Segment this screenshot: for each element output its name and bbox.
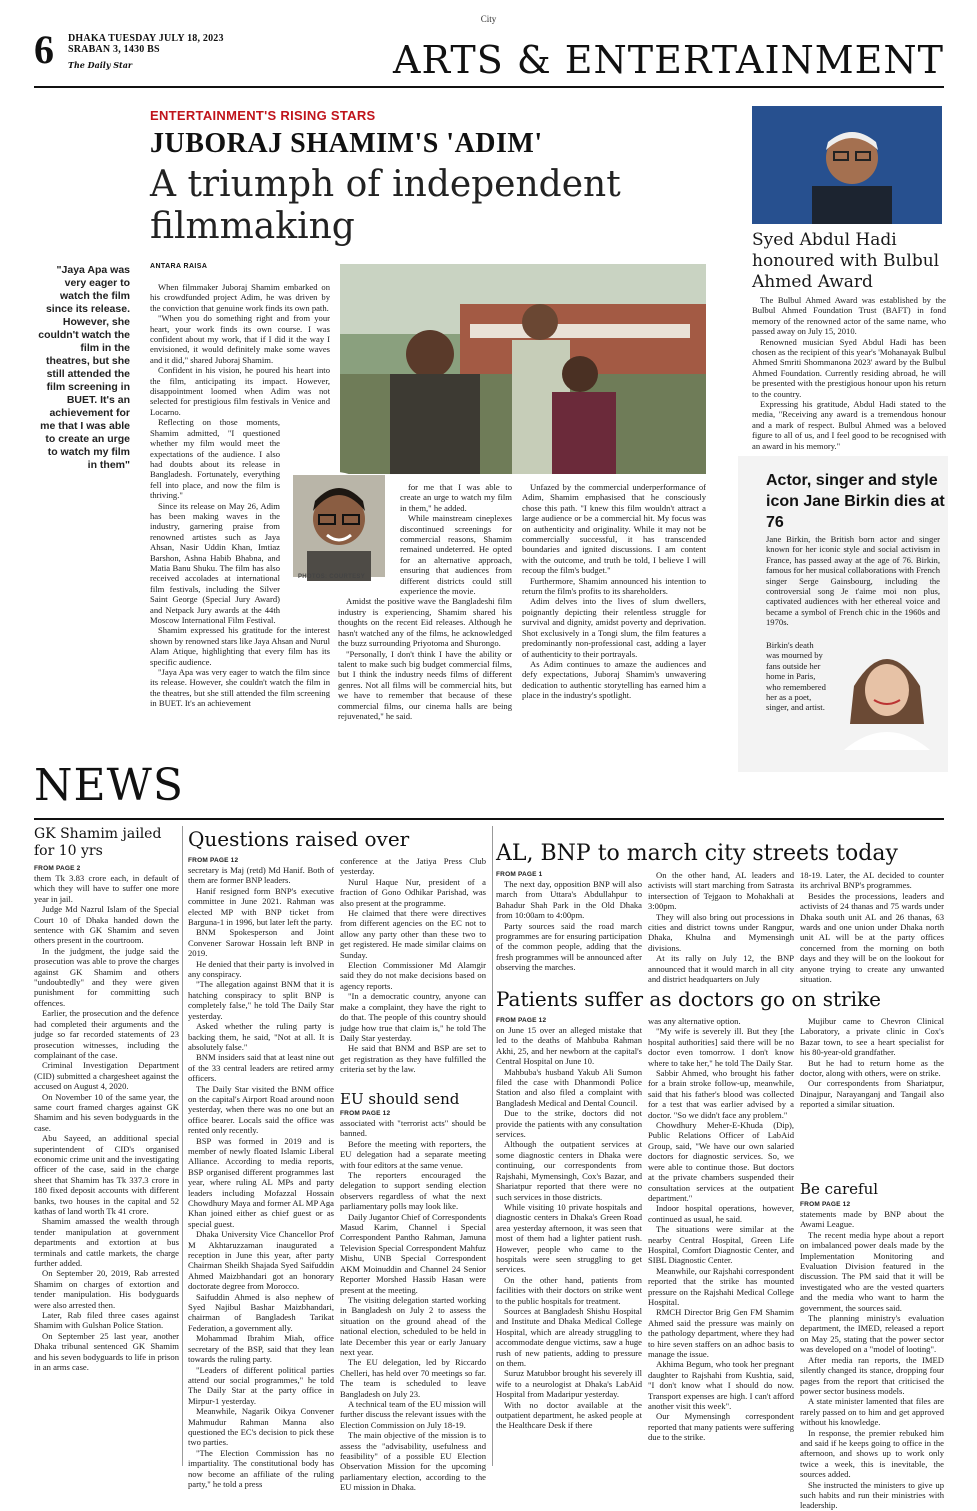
paragraph: He said that BNM and BSP are set to get registration as they have fulfilled the criteria set by the law.: [340, 1043, 486, 1075]
paragraph: Suruz Matubbor brought his severely ill wife to a neurologist at Dhaka's LabAid Hospital from Madaripur yesterday.: [496, 1368, 642, 1400]
al-bnp-column-3: [800, 870, 944, 984]
paragraph: On the other hand, patients from facilities with their doctors on strike went to the public hospitals for treatment.: [496, 1274, 642, 1306]
paragraph: BNM Spokesperson and Joint Convener Sarowar Hossain left BNP in 2019.: [188, 927, 334, 959]
paragraph: The next day, opposition BNP will also march from Uttara's Abdullahpur to Bahadur Shah Park in the Old Dhaka from 10:00am to 4:00pm.: [496, 879, 642, 921]
paragraph: conference at the Jatiya Press Club yesterday.: [340, 856, 486, 877]
news-rule: [34, 818, 944, 820]
paragraph: BSP was formed in 2019 and is member of newly floated Islamic Liberal Alliance. According to media reports, BSP organised different programmes last year, where ruling AL MPs and party leaders including Mofazzal Hossain Chowdhury Maya and former AL MP Aga Khan joined either as chief guest or as special guest.: [188, 1135, 334, 1229]
feature-column-2: [338, 482, 512, 721]
column-rule: [182, 826, 183, 1466]
paragraph: Criminal Investigation Department (CID) submitted a chargesheet against the accused on August 4, 2020.: [34, 1060, 179, 1092]
paragraph: Shamim expressed his gratitude for the interest shown by renowned stars like Jaya Ahsan and Nurul Alam Atique, highlighting that every film has its specific audience.: [150, 625, 330, 667]
eu-headline: EU should send: [340, 1090, 460, 1108]
paragraph: Before the meeting with reporters, the EU delegation had a separate meeting with four editors at the same venue.: [340, 1138, 486, 1170]
shamim-article: [34, 864, 179, 1373]
paragraph: The reporters encouraged the delegation to support sending election observers regardless of what the next parliamentary polls may look like.: [340, 1170, 486, 1212]
jump-label: FROM PAGE 12: [340, 1110, 391, 1117]
paragraph: Party sources said the road march programmes are for ensuring participation of the common people, adding that the fresh programmes will be announced after observing the marches.: [496, 920, 642, 973]
jump-label: FROM PAGE 2: [34, 865, 81, 872]
paragraph: Although the outpatient services at some diagnostic centers in Dhaka were continuing, our correspondents from Rajshahi, Mymensingh, Cox's Bazar, and Shariatpur reported that there were no such services in those districts.: [496, 1139, 642, 1202]
paragraph: Our Mymensingh correspondent reported that many patients were suffering due to the strike.: [648, 1411, 794, 1443]
feature-title: JUBORAJ SHAMIM'S 'ADIM': [150, 128, 543, 159]
paragraph: Chowdhury Meher-E-Khuda (Dip), Public Relations Officer of LabAid Group, said, "We have our own salaried doctors for diagnostic services. So, we were able to continue those. But doctors at the private chambers suspended their consultation services at the outpatient department.": [648, 1120, 794, 1203]
paragraph: Besides the processions, leaders and activists of 24 thanas and 75 wards under Dhaka south unit AL and 26 thanas, 63 wards and one union under Dhaka north unit AL will be at the party offices concerned from the morning on both days and they will be on the lookout for anyone trying to create any unwanted situation.: [800, 890, 944, 985]
jump-label: FROM PAGE 1: [496, 871, 543, 878]
birkin-article: Jane Birkin, the British born actor and singer known for her iconic style and social activism in France, has passed away at the age of 76. Birkin, famous for her musical collaborations with French singer Serge Gainsbourg, including the controversial song Je t'aime moi non plus, captivated audiences with her ethereal voice and became a symbol of French chic in the 1960s and 1970s.: [766, 534, 940, 628]
paragraph: Expressing his gratitude, Abdul Hadi stated to the media, "Receiving any award is a tremendous honour and a mark of respect. Bulbul Ahmed was a beloved figure to all of us, and I feel good to be recognised with an award in his memory.": [752, 399, 946, 451]
paragraph: The visiting delegation started working in Bangladesh on July 2 to assess the situation on the ground ahead of the national election, scheduled to be held in late December this year or early January next year.: [340, 1294, 486, 1357]
paragraph: While mainstream cineplexes discontinued screenings for commercial reasons, Shamim remained undeterred. He opted for an alternative approach, ensuring that audiences from different districts could still experience the movie.: [400, 513, 512, 597]
paragraph: 18-19. Later, the AL decided to counter its archrival BNP's programmes.: [800, 870, 944, 891]
paragraph: Abu Sayeed, an additional special superintendent of CID's organised economic crime unit and the investigating officer of the case, said in the charge sheet that Shamim has Tk 337.3 crore in 180 fixed deposit accounts with different banks, two houses in the capital and 52 kathas of land worth Tk 41 crore.: [34, 1133, 179, 1216]
questions-headline: Questions raised over: [188, 827, 410, 851]
al-bnp-column-2: [648, 870, 794, 984]
paragraph: RMCH Director Brig Gen FM Shamim Ahmed said the pressure was mainly on the pathology department, where they had to hire seven staffers on an adhoc basis to manage the issue.: [648, 1307, 794, 1359]
patients-column-2: [648, 1016, 794, 1443]
syed-abdul-hadi-photo: [752, 106, 942, 224]
paragraph: The situations were similar at the nearby Central Hospital, Green Life Hospital, Comfort Diagnostic Center, and SIBL Diagnostic Center.: [648, 1224, 794, 1266]
paragraph: The Bulbul Ahmed Award was established by the Bulbul Ahmed Foundation Trust (BAFT) in fond memory of the renowned actor of the same name, who passed away on July 15, 2010.: [752, 295, 946, 337]
paragraph: Akhima Begum, who took her pregnant daughter to Rajshahi from Kushtia, said, "I don't know what I should do now. Transport expenses are high. I can't afford another visit this week".: [648, 1359, 794, 1412]
patients-column-3: [800, 1016, 944, 1110]
be-careful-article: [800, 1200, 944, 1511]
paragraph: Unfazed by the commercial underperformance of Adim, Shamim emphasised that he consciously chose this path. "I knew this film wouldn't attract a large audience or be a commercial hit. My focus was on authenticity and originality. While it may not be commercially successful, it has transcended boundaries and ignited discussions. I am content with the outcome, and truth be told, I believe I will recoup the film's budget.": [522, 482, 706, 576]
paragraph: Later, Rab filed three cases against Shamim with Gulshan Police Station.: [34, 1310, 179, 1331]
paragraph: The Daily Star visited the BNM office on the capital's Airport Road around noon yesterday, when there was no one but an office bearer. Locals said the office was rented only recently.: [188, 1083, 334, 1136]
date-line-2: SRABAN 3, 1430 BS: [68, 44, 160, 55]
section-tag: City: [480, 14, 497, 24]
paragraph: Confident in his vision, he poured his heart into the film, anticipating its impact. However, disappointment loomed when Adim was not selected for prestigious film festivals in Venice and Locarno.: [150, 365, 330, 417]
paragraph: "My wife is severely ill. But they [the hospital authorities] said there will be no doctor even tomorrow. I don't know where to take her," he told The Daily Star.: [648, 1026, 794, 1068]
paragraph: In the judgment, the judge said the prosecution was able to prove the charges against GK Shamim and others "undoubtedly" and they were given punishment for committing such offences.: [34, 945, 179, 1008]
paragraph: Sabbir Ahmed, who brought his father for a brain stroke follow-up, meanwhile, said that his father's blood was collected for a test that was earlier advised by a doctor. "So we didn't face any problem.": [648, 1068, 794, 1120]
paragraph: "Jaya Apa was very eager to watch the film since its release. However, she couldn't watch the film in the theatres, but she still attended the film screening in BUET. It's an achievement: [150, 667, 330, 709]
paragraph: "Leaders of different political parties attend our social programmes," he told The Daily Star at the party office in Mirpur-1 yesterday.: [188, 1364, 334, 1406]
paragraph: In response, the premier rebuked him and said if he keeps going to office in the afternoon, and shows up to work only twice a week, this is inevitable, the sources added.: [800, 1427, 944, 1480]
paragraph: "In a democratic country, anyone can make a complaint, they have the right to do that. The people of this country should judge how true that claim is," he told The Daily Star yesterday.: [340, 991, 486, 1043]
questions-column-1: [188, 856, 334, 1489]
paragraph: On September 20, 2019, Rab arrested Shamim on charges of extortion and tender manipulation. His bodyguards were also arrested then.: [34, 1268, 179, 1310]
paragraph: "When you do something right and from your heart, your work finds its own course. I was confident about my work, that if I did it the way I envisioned, it would definitely make some waves and it did," shared Juboraj Shamim.: [150, 313, 330, 365]
paragraph: "Personally, I don't think I have the ability or talent to make such big budget commercial films, but I think the industry needs films of different genres. Not all films will be commercial hits, but we have to remember that because of these commercial films, our cinema halls are being rejuvenated," he said.: [338, 648, 512, 721]
paragraph: Mahbuba's husband Yakub Ali Sumon filed the case with Dhanmondi Police Station and also filed a complaint with Bangladesh Medical and Dental Council.: [496, 1066, 642, 1108]
paragraph: Mohammad Ibrahim Miah, office secretary of the BSP, said that they lean towards the ruling party.: [188, 1333, 334, 1365]
paragraph: Daily Jugantor Chief of Correspondents Masud Karim, Channel i Special Correspondent Pantho Rahman, Jamuna Television Special Correspondent Mahfuz Mishu, UNB Special Correspondent AKM Moinuddin and Channel 24 Senior Reporter Morshed Hassib Hasan were present at the meeting.: [340, 1211, 486, 1295]
header-rule: [34, 86, 944, 88]
birkin-image: [834, 632, 940, 750]
shamim-headline: GK Shamim jailed for 10 yrs: [34, 826, 162, 859]
byline: ANTARA RAISA: [150, 263, 208, 270]
paragraph: Nurul Haque Nur, president of a fraction of Gono Odhikar Parishad, was also present at the programme.: [340, 876, 486, 908]
al-bnp-headline: AL, BNP to march city streets today: [496, 841, 898, 866]
jane-birkin-photo: [834, 632, 940, 750]
pull-quote: "Jaya Apa was very eager to watch the film since its release. However, she couldn't watch the film in the theatres, but she still attended the film screening in BUET. It's an achievement for me that I was able to create an urge to watch my film in them": [38, 264, 130, 471]
paragraph: Reflecting on those moments, Shamim admitted, "I questioned whether my film would meet the expectations of the audience. I also had doubts about its release in Bangladesh. Fortunately, everything fell into place, and now the film is thriving.": [150, 417, 280, 501]
paragraph: They will also bring out processions in cities and district towns under Rangpur, Dhaka, Khulna and Mymensingh divisions.: [648, 911, 794, 953]
paragraph: The planning ministry's evaluation department, the IMED, released a report on May 25, stating that the power sector was developed on a "model of looting".: [800, 1313, 944, 1355]
paragraph: Dhaka University Vice Chancellor Prof M Akhtaruzzaman inaugurated a reception in June this year, after party Chairman Sheikh Shajada Syed Saifuddin Ahmed Maizbhandari got an honorary doctorate degree from Morocco.: [188, 1229, 334, 1292]
film-still-image: [340, 264, 706, 474]
column-rule: [492, 826, 493, 1466]
paragraph: After media ran reports, the IMED silently changed its stance, dropping four pages from the report that criticised the power sector business models.: [800, 1354, 944, 1396]
adim-still-photo: [340, 264, 706, 474]
paragraph: Amidst the positive wave the Bangladeshi film industry is experiencing, Shamim shared his thoughts on the recent Eid releases. Although he hasn't watched any of the films, he acknowledged the buzz surrounding Priyotoma and Shurongo.: [338, 596, 512, 649]
paragraph: He claimed that there were directives from different agencies on the EC not to allow any party other than these two to get registered. He made similar claims on Sunday.: [340, 908, 486, 960]
paragraph: secretary is Maj (retd) Md Hanif. Both of them are former BNP leaders.: [188, 865, 334, 886]
dateline: [68, 33, 224, 55]
date-line-1: DHAKA TUESDAY JULY 18, 2023: [68, 33, 224, 44]
paragraph: Meanwhile, our Rajshahi correspondent reported that the strike has mounted pressure on the Rajshahi Medical College Hospital.: [648, 1265, 794, 1307]
paragraph: on June 15 over an alleged mistake that led to the deaths of Mahbuba Rahman Akhi, 25, and her newborn at the capital's Central Hospital on June 10.: [496, 1025, 642, 1067]
hadi-image: [752, 106, 942, 224]
be-careful-headline: Be careful: [800, 1180, 879, 1198]
paragraph: The EU delegation, led by Riccardo Chelleri, has held over 70 meetings so far. The team is scheduled to leave Bangladesh on July 23.: [340, 1357, 486, 1399]
paragraph: Due to the strike, doctors did not provide the patients with any consultation services.: [496, 1108, 642, 1140]
paragraph: He denied that their party is involved in any conspiracy.: [188, 958, 334, 980]
paragraph: Furthermore, Shamim announced his intention to return the film's profits to its shareholders.: [522, 575, 706, 597]
questions-column-2: [340, 856, 486, 1075]
jump-label: FROM PAGE 12: [800, 1201, 851, 1208]
paragraph: The main objective of the mission is to assess the "advisability, usefulness and feasibility" of a possible EU Election Observation Mission for the upcoming parliamentary election, according to the EU mission in Dhaka.: [340, 1430, 486, 1493]
paragraph: Sources at Bangladesh Shishu Hospital and Institute and Dhaka Medical College Hospital, which are already struggling to accommodate dengue victims, saw a huge rush of new patients, adding to pressure on them.: [496, 1305, 642, 1368]
paragraph: On September 25 last year, another Dhaka tribunal sentenced GK Shamim and his seven bodyguards to life in prison in an arms case.: [34, 1330, 179, 1373]
paragraph: Asked whether the ruling party is backing them, he said, "Not at all. It is absolutely false.": [188, 1021, 334, 1052]
page-number: 6: [34, 27, 54, 72]
paragraph: As Adim continues to amaze the audiences and defy expectations, Juboraj Shamim's unwavering dedication to authentic storytelling has earned him a place in the industry's spotlight.: [522, 658, 706, 701]
paragraph: Election Commissioner Md Alamgir said they do not make decisions based on agency reports.: [340, 960, 486, 991]
paragraph: Mujibur came to Chevron Clinical Laboratory, a private clinic in Cox's Bazar town, to see a heart specialist for his 80-year-old grandfather.: [800, 1016, 944, 1058]
paragraph: While visiting 10 private hospitals and diagnostic centers in Dhaka's Green Road area yesterday afternoon, it was seen that most of them had a lighter patient rush. However, people who came to the hospitals were seen struggling to get services.: [496, 1201, 642, 1275]
news-section-title: NEWS: [34, 760, 184, 811]
paragraph: On the other hand, AL leaders and activists will start marching from Satrasta intersection of Tejgaon to Mohakhali at 3:00pm.: [648, 870, 794, 912]
paragraph: But he had to return home as the doctor, along with others, were on strike.: [800, 1057, 944, 1079]
jump-label: FROM PAGE 12: [188, 857, 239, 864]
feature-subtitle: A triumph of independent filmmaking: [150, 164, 621, 247]
paragraph: was any alternative option.: [648, 1016, 741, 1026]
paragraph: With no doctor available at the outpatient department, he asked people at the Healthcare Desk if there: [496, 1399, 642, 1431]
paragraph: Adim delves into the lives of slum dwellers, poignantly depicting their relentless struggle for survival and dignity, amidst poverty and deprivation. Shot exclusively in a Tongi slum, the film features a predominantly non-professional cast, adding a layer of authenticity to their portrayals.: [522, 596, 706, 659]
paragraph: The recent media hype about a report on imbalanced power deals made by the Implementation Monitoring and Evaluation Division featured in the discussion. The PM said that it will be investigated who are the vested quarters and the media who want to harm the government, the sources said.: [800, 1229, 944, 1313]
paragraph: She instructed the ministers to give up such habits and run their ministries with leadership.: [800, 1479, 944, 1511]
paragraph: When filmmaker Juboraj Shamim embarked on his crowdfunded project Adim, he was driven by the conviction that genuine work finds its own path.: [150, 282, 330, 313]
paragraph: associated with "terrorist acts" should be banned.: [340, 1118, 486, 1139]
paragraph: "The allegation against BNM that it is hatching conspiracy to split BNP is completely false," he told The Daily Star yesterday.: [188, 979, 334, 1021]
feature-column-3: [522, 482, 706, 701]
section-title: ARTS & ENTERTAINMENT: [393, 38, 944, 82]
paragraph: Shamim amassed the wealth through tender manipulation at government departments and extortion at bus terminals and cattle markets, the charge further added.: [34, 1216, 179, 1269]
paragraph: At its rally on July 12, the BNP announced that it would march in all city and district headquarters on July: [648, 953, 794, 985]
eu-article: [340, 1109, 486, 1493]
paragraph: Judge Md Nazrul Islam of the Special Court 10 of Dhaka handed down the sentence with GK Shamim and seven others present in the courtroom.: [34, 904, 179, 946]
birkin-headline: Actor, singer and style icon Jane Birkin dies at 76: [766, 472, 945, 531]
patients-headline: Patients suffer as doctors go on strike: [496, 987, 881, 1011]
al-bnp-column-1: [496, 870, 642, 973]
feature-kicker: ENTERTAINMENT'S RISING STARS: [150, 108, 376, 123]
hadi-article: [752, 295, 946, 451]
paragraph: statements made by BNP about the Awami League.: [800, 1209, 944, 1230]
paragraph: Saifuddin Ahmed is also nephew of Syed Najibul Bashar Maizbhandari, chairman of Bangladesh Tarikat Federation, a government ally.: [188, 1291, 334, 1333]
paragraph: for me that I was able to create an urge to watch my film in them," he added.: [400, 482, 512, 513]
paragraph: Renowned musician Syed Abdul Hadi has been chosen as the recipient of this year's 'Mohanayak Bulbul Ahmed Smriti Shommanona 2023' award by the Bulbul Ahmed Foundation. Currently residing abroad, he will be presented with the prestigious honour upon his return to the country.: [752, 336, 946, 399]
birkin-article-continued: Birkin's death was mourned by fans outside her home in Paris, who remembered her as a poet, singer, and artist.: [766, 640, 826, 713]
paragraph: Since its release on May 26, Adim has been making waves in the industry, garnering praise from renowned artistes such as Jaya Ahsan, Nasir Uddin Khan, Imtiaz Barshon, Ashna Habib Bhabna, and Matia Banu Shuku. The film has also received accolades at international film festivals, including the Silver Saint George (Special Jury Award) and Netpack Jury awards at the 44th Moscow International Film Festival.: [150, 500, 280, 625]
hadi-headline: Syed Abdul Hadi honoured with Bulbul Ahmed Award: [752, 230, 940, 292]
paragraph: A technical team of the EU mission will further discuss the relevant issues with the Election Commission on July 18-19.: [340, 1398, 486, 1430]
paragraph: "The Election Commission has no impartiality. The constitutional body has now become an affiliate of the ruling party," he told a press: [188, 1447, 334, 1489]
photo-credit: PHOTOS: COURTESY: [298, 574, 366, 580]
masthead-logo: The Daily Star: [68, 60, 133, 70]
paragraph: them Tk 3.83 crore each, in default of which they will have to suffer one more year in jail.: [34, 873, 179, 904]
patients-column-1: [496, 1016, 642, 1431]
paragraph: Indoor hospital operations, however, continued as usual, he said.: [648, 1203, 794, 1224]
paragraph: Hanif resigned form BNP's executive committee in June 2021. Rahman was elected MP with BNP ticket from Barguna-1 in 1996, but later left the party.: [188, 885, 334, 928]
paragraph: Meanwhile, Nagarik Oikya Convener Mahmudur Rahman Manna also questioned the EC's decision to pick these two parties.: [188, 1406, 334, 1448]
paragraph: A state minister lamented that files are rarely passed on to him and get approved without his knowledge.: [800, 1396, 944, 1428]
paragraph: Earlier, the prosecution and the defence had completed their arguments and the judge so far recorded statements of 23 prosecution witnesses, including the complainant of the case.: [34, 1008, 179, 1060]
paragraph: Our correspondents from Shariatpur, Dinajpur, Narayanganj and Tangail also reported a similar situation.: [800, 1078, 944, 1110]
jump-label: FROM PAGE 12: [496, 1017, 547, 1024]
paragraph: BNM insiders said that at least nine out of the 33 central leaders are retired army officers.: [188, 1052, 334, 1084]
paragraph: On November 10 of the same year, the same court framed charges against GK Shamim and his seven bodyguards in the case.: [34, 1091, 179, 1133]
